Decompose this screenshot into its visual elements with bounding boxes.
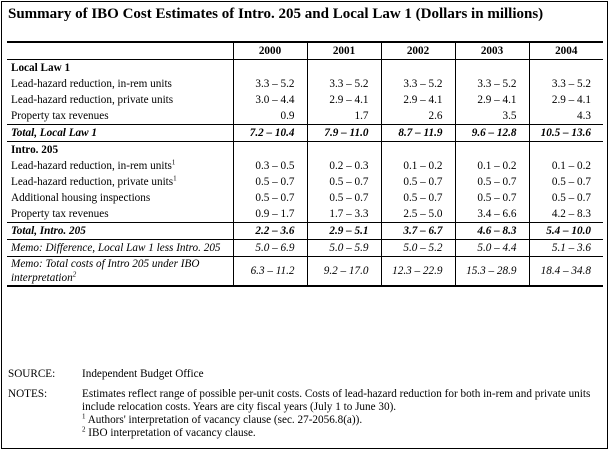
row-value-2001: 3.3 – 5.2 [307, 76, 381, 92]
header-year-2001: 2001 [307, 42, 381, 60]
total-value-2003: 9.6 – 12.8 [455, 125, 529, 142]
row-label [7, 206, 233, 223]
row-value-2001: 0.5 – 0.7 [307, 174, 381, 190]
row-value-2000: 3.0 – 4.4 [233, 92, 307, 108]
row-label-footnote-mark: 1 [171, 157, 176, 166]
memo-value-2004: 5.1 – 3.6 [529, 240, 603, 257]
header-year-2002: 2002 [381, 42, 455, 60]
row-label [7, 158, 233, 174]
row-value-2003: 0.1 – 0.2 [455, 158, 529, 174]
row-value-2004: 3.3 – 5.2 [529, 76, 603, 92]
notes-block [8, 368, 603, 440]
row-value-2002: 3.3 – 5.2 [381, 76, 455, 92]
row-value-2004: 4.3 [529, 108, 603, 125]
total-label: Total, Local Law 1 [7, 125, 233, 142]
row-value-2001: 2.9 – 4.1 [307, 92, 381, 108]
section-heading-blank [233, 60, 307, 77]
memo-label-text: Memo: Total costs of Intro 205 under IBO interpretation [11, 258, 200, 284]
section-heading-blank [455, 60, 529, 77]
section-heading: Intro. 205 [11, 143, 59, 156]
row-label-text: Lead-hazard reduction, in-rem units [11, 77, 172, 90]
section-heading-blank [381, 60, 455, 77]
table-row [7, 190, 603, 206]
footnote-1-text: Authors' interpretation of vacancy clause (sec. 27-2056.8(a)). [87, 414, 363, 426]
header-year-2004: 2004 [529, 42, 603, 60]
row-value-2003: 2.9 – 4.1 [455, 92, 529, 108]
row-value-2003: 3.4 – 6.6 [455, 206, 529, 223]
table-row [7, 108, 603, 125]
row-label-text: Additional housing inspections [11, 191, 151, 204]
section-heading-blank [381, 142, 455, 159]
total-row [7, 125, 603, 142]
row-value-2001: 0.5 – 0.7 [307, 190, 381, 206]
row-value-2004: 4.2 – 8.3 [529, 206, 603, 223]
section-heading-blank [529, 60, 603, 77]
row-value-2003: 3.3 – 5.2 [455, 76, 529, 92]
row-label-text: Property tax revenues [11, 207, 109, 220]
section-heading-blank [529, 142, 603, 159]
row-value-2003: 3.5 [455, 108, 529, 125]
table-title: Summary of IBO Cost Estimates of Intro. 205 and Local Law 1 (Dollars in millions) [8, 6, 544, 22]
memo-value-2003: 15.3 – 28.9 [455, 257, 529, 287]
header-blank [7, 42, 233, 60]
footnote-2-mark: 2 [82, 425, 86, 434]
source-text: Independent Budget Office [82, 368, 204, 380]
section-heading-blank [307, 60, 381, 77]
notes-text: Estimates reflect range of possible per-unit costs. Costs of lead-hazard reduction for both in-rem and private units include relocation costs. Years are city fiscal years (July 1 to June 30). [82, 388, 591, 413]
total-value-2004: 5.4 – 10.0 [529, 223, 603, 240]
table-row [7, 158, 603, 174]
row-label-text: Lead-hazard reduction, private units [11, 175, 174, 188]
total-value-2000: 2.2 – 3.6 [233, 223, 307, 240]
section-heading-blank [307, 142, 381, 159]
table-row [7, 76, 603, 92]
total-value-2003: 4.6 – 8.3 [455, 223, 529, 240]
memo-value-2001: 9.2 – 17.0 [307, 257, 381, 287]
row-value-2002: 2.5 – 5.0 [381, 206, 455, 223]
memo-label-footnote-mark: 2 [72, 270, 77, 279]
total-value-2001: 2.9 – 5.1 [307, 223, 381, 240]
section-heading-blank [233, 142, 307, 159]
row-value-2000: 0.5 – 0.7 [233, 190, 307, 206]
row-value-2000: 0.3 – 0.5 [233, 158, 307, 174]
total-row [7, 223, 603, 240]
footnote-2-text: IBO interpretation of vacancy clause. [88, 427, 256, 439]
row-label [7, 108, 233, 125]
header-year-2000: 2000 [233, 42, 307, 60]
memo-value-2002: 12.3 – 22.9 [381, 257, 455, 287]
row-label-text: Property tax revenues [11, 109, 109, 122]
cost-estimates-table [7, 41, 603, 287]
memo-row [7, 240, 603, 257]
header-year-2003: 2003 [455, 42, 529, 60]
memo-label-text: Memo: Difference, Local Law 1 less Intro. 205 [11, 242, 221, 254]
total-label: Total, Intro. 205 [7, 223, 233, 240]
row-value-2004: 0.5 – 0.7 [529, 174, 603, 190]
row-value-2002: 0.1 – 0.2 [381, 158, 455, 174]
total-value-2000: 7.2 – 10.4 [233, 125, 307, 142]
row-value-2003: 0.5 – 0.7 [455, 190, 529, 206]
notes-label: NOTES: [8, 388, 48, 400]
row-value-2000: 0.9 [233, 108, 307, 125]
header-row [7, 42, 603, 60]
row-value-2001: 1.7 – 3.3 [307, 206, 381, 223]
row-value-2003: 0.5 – 0.7 [455, 174, 529, 190]
total-value-2001: 7.9 – 11.0 [307, 125, 381, 142]
notes-note [8, 388, 603, 414]
row-label-footnote-mark: 1 [173, 173, 177, 182]
row-label [7, 174, 233, 190]
table-row [7, 174, 603, 190]
row-label-text: Lead-hazard reduction, in-rem units [11, 159, 172, 172]
row-value-2002: 2.6 [381, 108, 455, 125]
source-label: SOURCE: [8, 368, 56, 380]
row-value-2000: 0.9 – 1.7 [233, 206, 307, 223]
memo-value-2001: 5.0 – 5.9 [307, 240, 381, 257]
row-value-2004: 2.9 – 4.1 [529, 92, 603, 108]
footnote-1-mark: 1 [82, 412, 86, 421]
memo-value-2002: 5.0 – 5.2 [381, 240, 455, 257]
table-row [7, 92, 603, 108]
source-note [8, 368, 603, 381]
memo-label [7, 240, 233, 257]
table-row [7, 206, 603, 223]
section-heading-row [7, 60, 603, 77]
row-label [7, 190, 233, 206]
row-value-2004: 0.1 – 0.2 [529, 158, 603, 174]
memo-value-2004: 18.4 – 34.8 [529, 257, 603, 287]
footnote-1 [82, 414, 603, 427]
memo-value-2000: 5.0 – 6.9 [233, 240, 307, 257]
section-heading: Local Law 1 [11, 61, 71, 74]
row-label [7, 76, 233, 92]
row-value-2002: 0.5 – 0.7 [381, 174, 455, 190]
memo-value-2003: 5.0 – 4.4 [455, 240, 529, 257]
row-value-2004: 0.5 – 0.7 [529, 190, 603, 206]
total-value-2002: 8.7 – 11.9 [381, 125, 455, 142]
row-value-2000: 3.3 – 5.2 [233, 76, 307, 92]
memo-row [7, 257, 603, 287]
row-value-2001: 0.2 – 0.3 [307, 158, 381, 174]
memo-label [7, 257, 233, 287]
footnote-2 [82, 427, 603, 440]
section-heading-row [7, 142, 603, 159]
row-value-2002: 2.9 – 4.1 [381, 92, 455, 108]
memo-value-2000: 6.3 – 11.2 [233, 257, 307, 287]
total-value-2004: 10.5 – 13.6 [529, 125, 603, 142]
row-label-text: Lead-hazard reduction, private units [11, 93, 174, 106]
row-value-2000: 0.5 – 0.7 [233, 174, 307, 190]
row-value-2002: 0.5 – 0.7 [381, 190, 455, 206]
row-value-2001: 1.7 [307, 108, 381, 125]
row-label [7, 92, 233, 108]
section-heading-blank [455, 142, 529, 159]
total-value-2002: 3.7 – 6.7 [381, 223, 455, 240]
